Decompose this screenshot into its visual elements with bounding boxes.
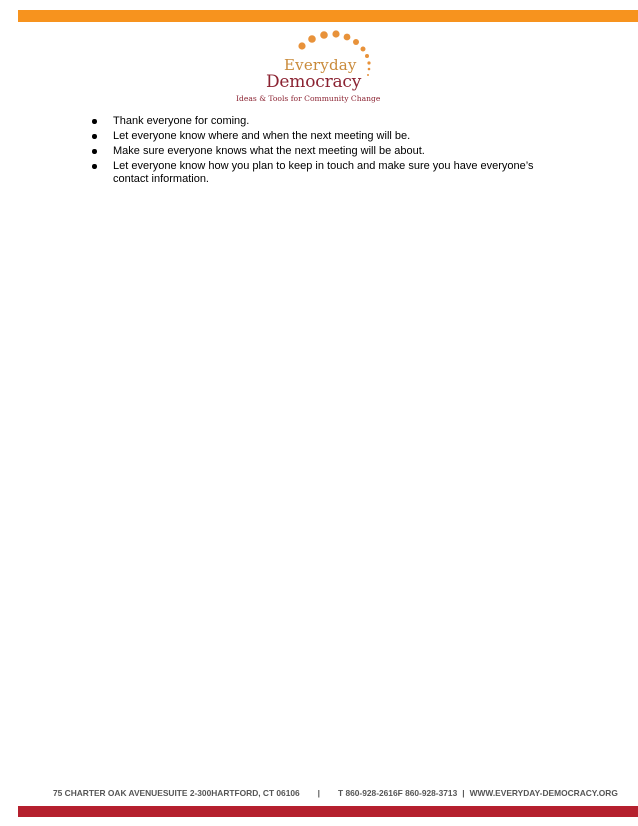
logo-word-everyday: Everyday bbox=[284, 56, 357, 74]
list-item-text: Make sure everyone knows what the next meeting will be about. bbox=[113, 145, 425, 157]
list-item bbox=[90, 130, 570, 143]
list-item bbox=[90, 145, 570, 158]
list-item-text: Thank everyone for coming. bbox=[113, 115, 250, 127]
header-bar bbox=[18, 10, 638, 22]
bullet-icon bbox=[92, 164, 97, 169]
footer-bar bbox=[18, 806, 638, 817]
bullet-icon bbox=[92, 134, 97, 139]
footer-address: 75 CHARTER OAK AVENUE bbox=[53, 788, 163, 798]
list-item bbox=[90, 160, 570, 186]
logo-word-democracy: Democracy bbox=[266, 72, 362, 92]
bullet-icon bbox=[92, 119, 97, 124]
everyday-democracy-logo bbox=[236, 30, 396, 108]
bullet-list bbox=[90, 115, 570, 188]
footer-city: HARTFORD, CT 06106 bbox=[211, 788, 300, 798]
footer-contact-line bbox=[53, 785, 618, 801]
list-item-text: Let everyone know where and when the next meeting will be. bbox=[113, 130, 411, 142]
logo-tagline: Ideas & Tools for Community Change bbox=[236, 94, 381, 103]
list-item bbox=[90, 115, 570, 128]
list-item-text: Let everyone know how you plan to keep in touch and make sure you have everyone’s contact information. bbox=[113, 160, 534, 185]
bullet-icon bbox=[92, 149, 97, 154]
footer-separator: | bbox=[317, 788, 321, 798]
footer-website: WWW.EVERYDAY-DEMOCRACY.ORG bbox=[469, 788, 618, 798]
footer-separator: | bbox=[462, 788, 465, 798]
footer-fax: F 860-928-3713 bbox=[397, 788, 458, 798]
footer-phone: T 860-928-2616 bbox=[338, 788, 398, 798]
footer-suite: SUITE 2-300 bbox=[162, 788, 212, 798]
